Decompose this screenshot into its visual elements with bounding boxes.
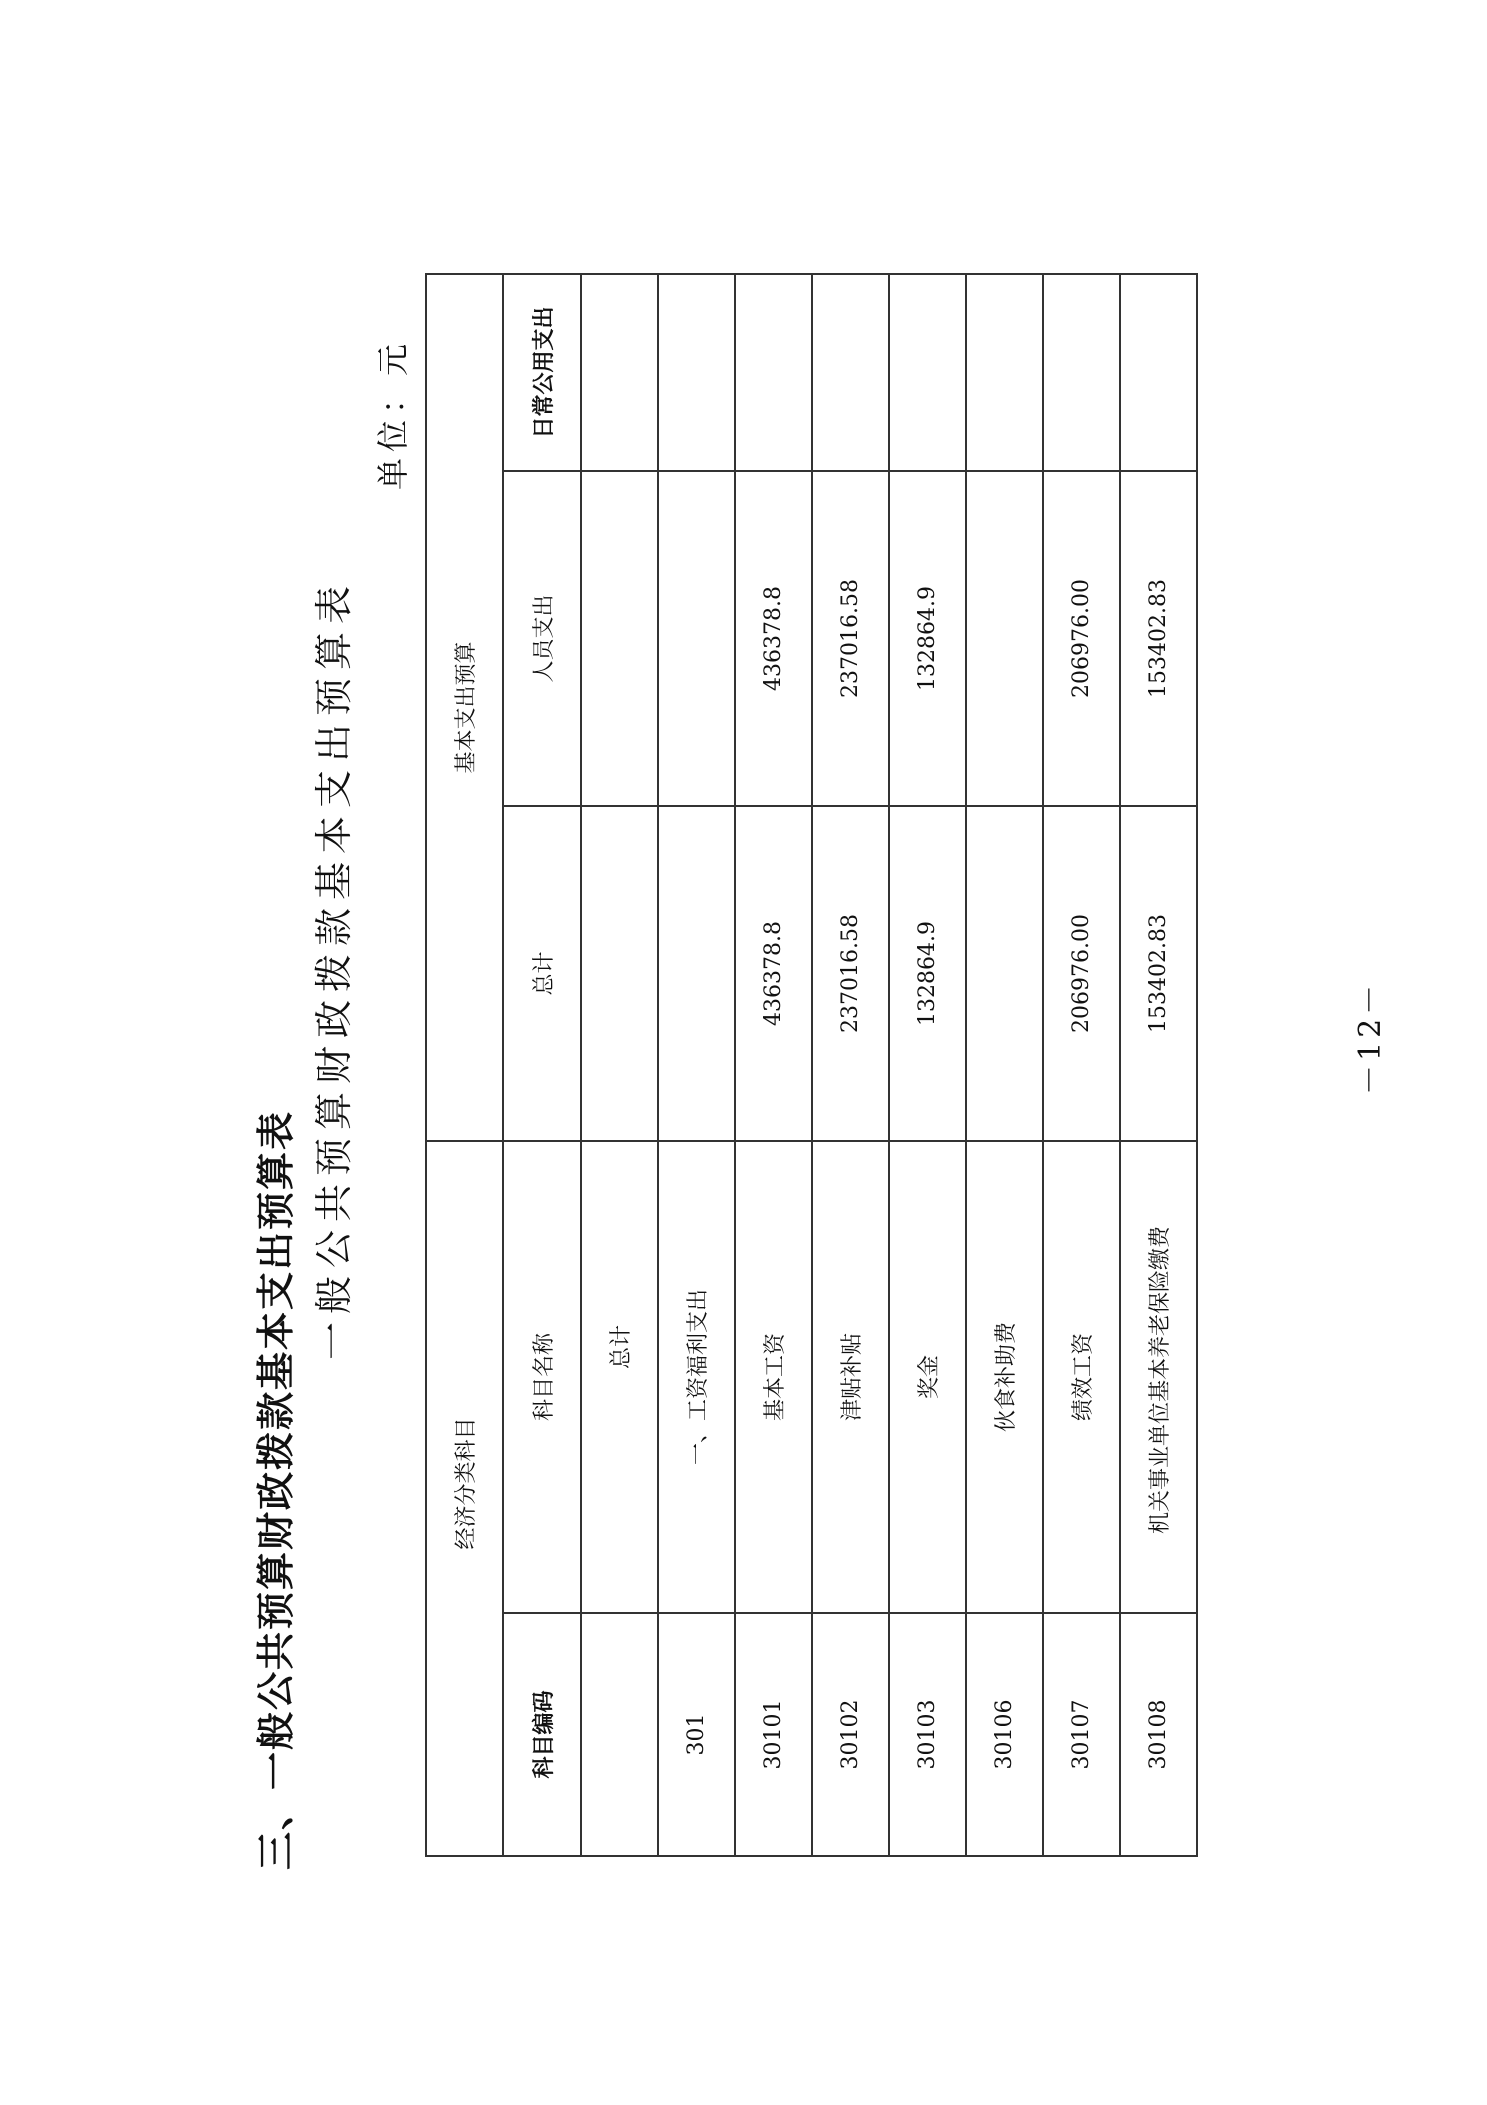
cell-personnel: 132864.9	[889, 471, 966, 806]
cell-total	[658, 806, 735, 1141]
cell-total	[966, 806, 1043, 1141]
header-economic-classification: 经济分类科目	[426, 1141, 503, 1856]
cell-personnel: 436378.8	[735, 471, 812, 806]
table-header-row-2	[503, 274, 581, 1856]
header-public: 日常公用支出	[503, 274, 581, 471]
cell-code: 30103	[889, 1613, 966, 1856]
cell-personnel	[581, 471, 658, 806]
table-row	[735, 274, 812, 1856]
table-row	[1043, 274, 1120, 1856]
cell-name: 基本工资	[735, 1141, 812, 1613]
cell-name: 伙食补助费	[966, 1141, 1043, 1613]
cell-personnel: 237016.58	[812, 471, 889, 806]
unit-label: 单位：元	[374, 337, 412, 490]
cell-total: 132864.9	[889, 806, 966, 1141]
page-number: －12－	[1353, 980, 1388, 1095]
cell-total: 206976.00	[1043, 806, 1120, 1141]
cell-name: 奖金	[889, 1141, 966, 1613]
cell-name: 一、工资福利支出	[658, 1141, 735, 1613]
cell-name: 津贴补贴	[812, 1141, 889, 1613]
cell-total: 237016.58	[812, 806, 889, 1141]
table-row	[966, 274, 1043, 1856]
cell-total	[581, 806, 658, 1141]
table-header-row-1	[426, 274, 503, 1856]
table-row	[889, 274, 966, 1856]
cell-personnel	[966, 471, 1043, 806]
cell-public	[735, 274, 812, 471]
cell-personnel: 153402.83	[1120, 471, 1197, 806]
header-name: 科目名称	[503, 1141, 581, 1613]
cell-personnel: 206976.00	[1043, 471, 1120, 806]
cell-code: 30108	[1120, 1613, 1197, 1856]
cell-public	[658, 274, 735, 471]
cell-total: 153402.83	[1120, 806, 1197, 1141]
cell-personnel	[658, 471, 735, 806]
cell-name: 绩效工资	[1043, 1141, 1120, 1613]
table-row-total	[581, 274, 658, 1856]
table-title: 一般公共预算财政拨款基本支出预算表	[312, 577, 356, 1360]
cell-code: 30102	[812, 1613, 889, 1856]
header-personnel: 人员支出	[503, 471, 581, 806]
cell-total-label: 总计	[581, 1141, 658, 1613]
cell-public	[1120, 274, 1197, 471]
cell-public	[812, 274, 889, 471]
cell-public	[581, 274, 658, 471]
cell-code: 30106	[966, 1613, 1043, 1856]
header-code: 科目编码	[503, 1613, 581, 1856]
section-heading: 三、一般公共预算财政拨款基本支出预算表	[254, 1109, 298, 1870]
cell-code: 30107	[1043, 1613, 1120, 1856]
budget-table	[425, 273, 1198, 1857]
table-row	[812, 274, 889, 1856]
cell-code	[581, 1613, 658, 1856]
cell-name: 机关事业单位基本养老保险缴费	[1120, 1141, 1197, 1613]
cell-code: 30101	[735, 1613, 812, 1856]
header-basic-budget: 基本支出预算	[426, 274, 503, 1141]
table-row	[658, 274, 735, 1856]
table-row	[1120, 274, 1197, 1856]
cell-public	[889, 274, 966, 471]
cell-public	[966, 274, 1043, 471]
cell-code: 301	[658, 1613, 735, 1856]
cell-public	[1043, 274, 1120, 471]
header-total: 总计	[503, 806, 581, 1141]
cell-total: 436378.8	[735, 806, 812, 1141]
